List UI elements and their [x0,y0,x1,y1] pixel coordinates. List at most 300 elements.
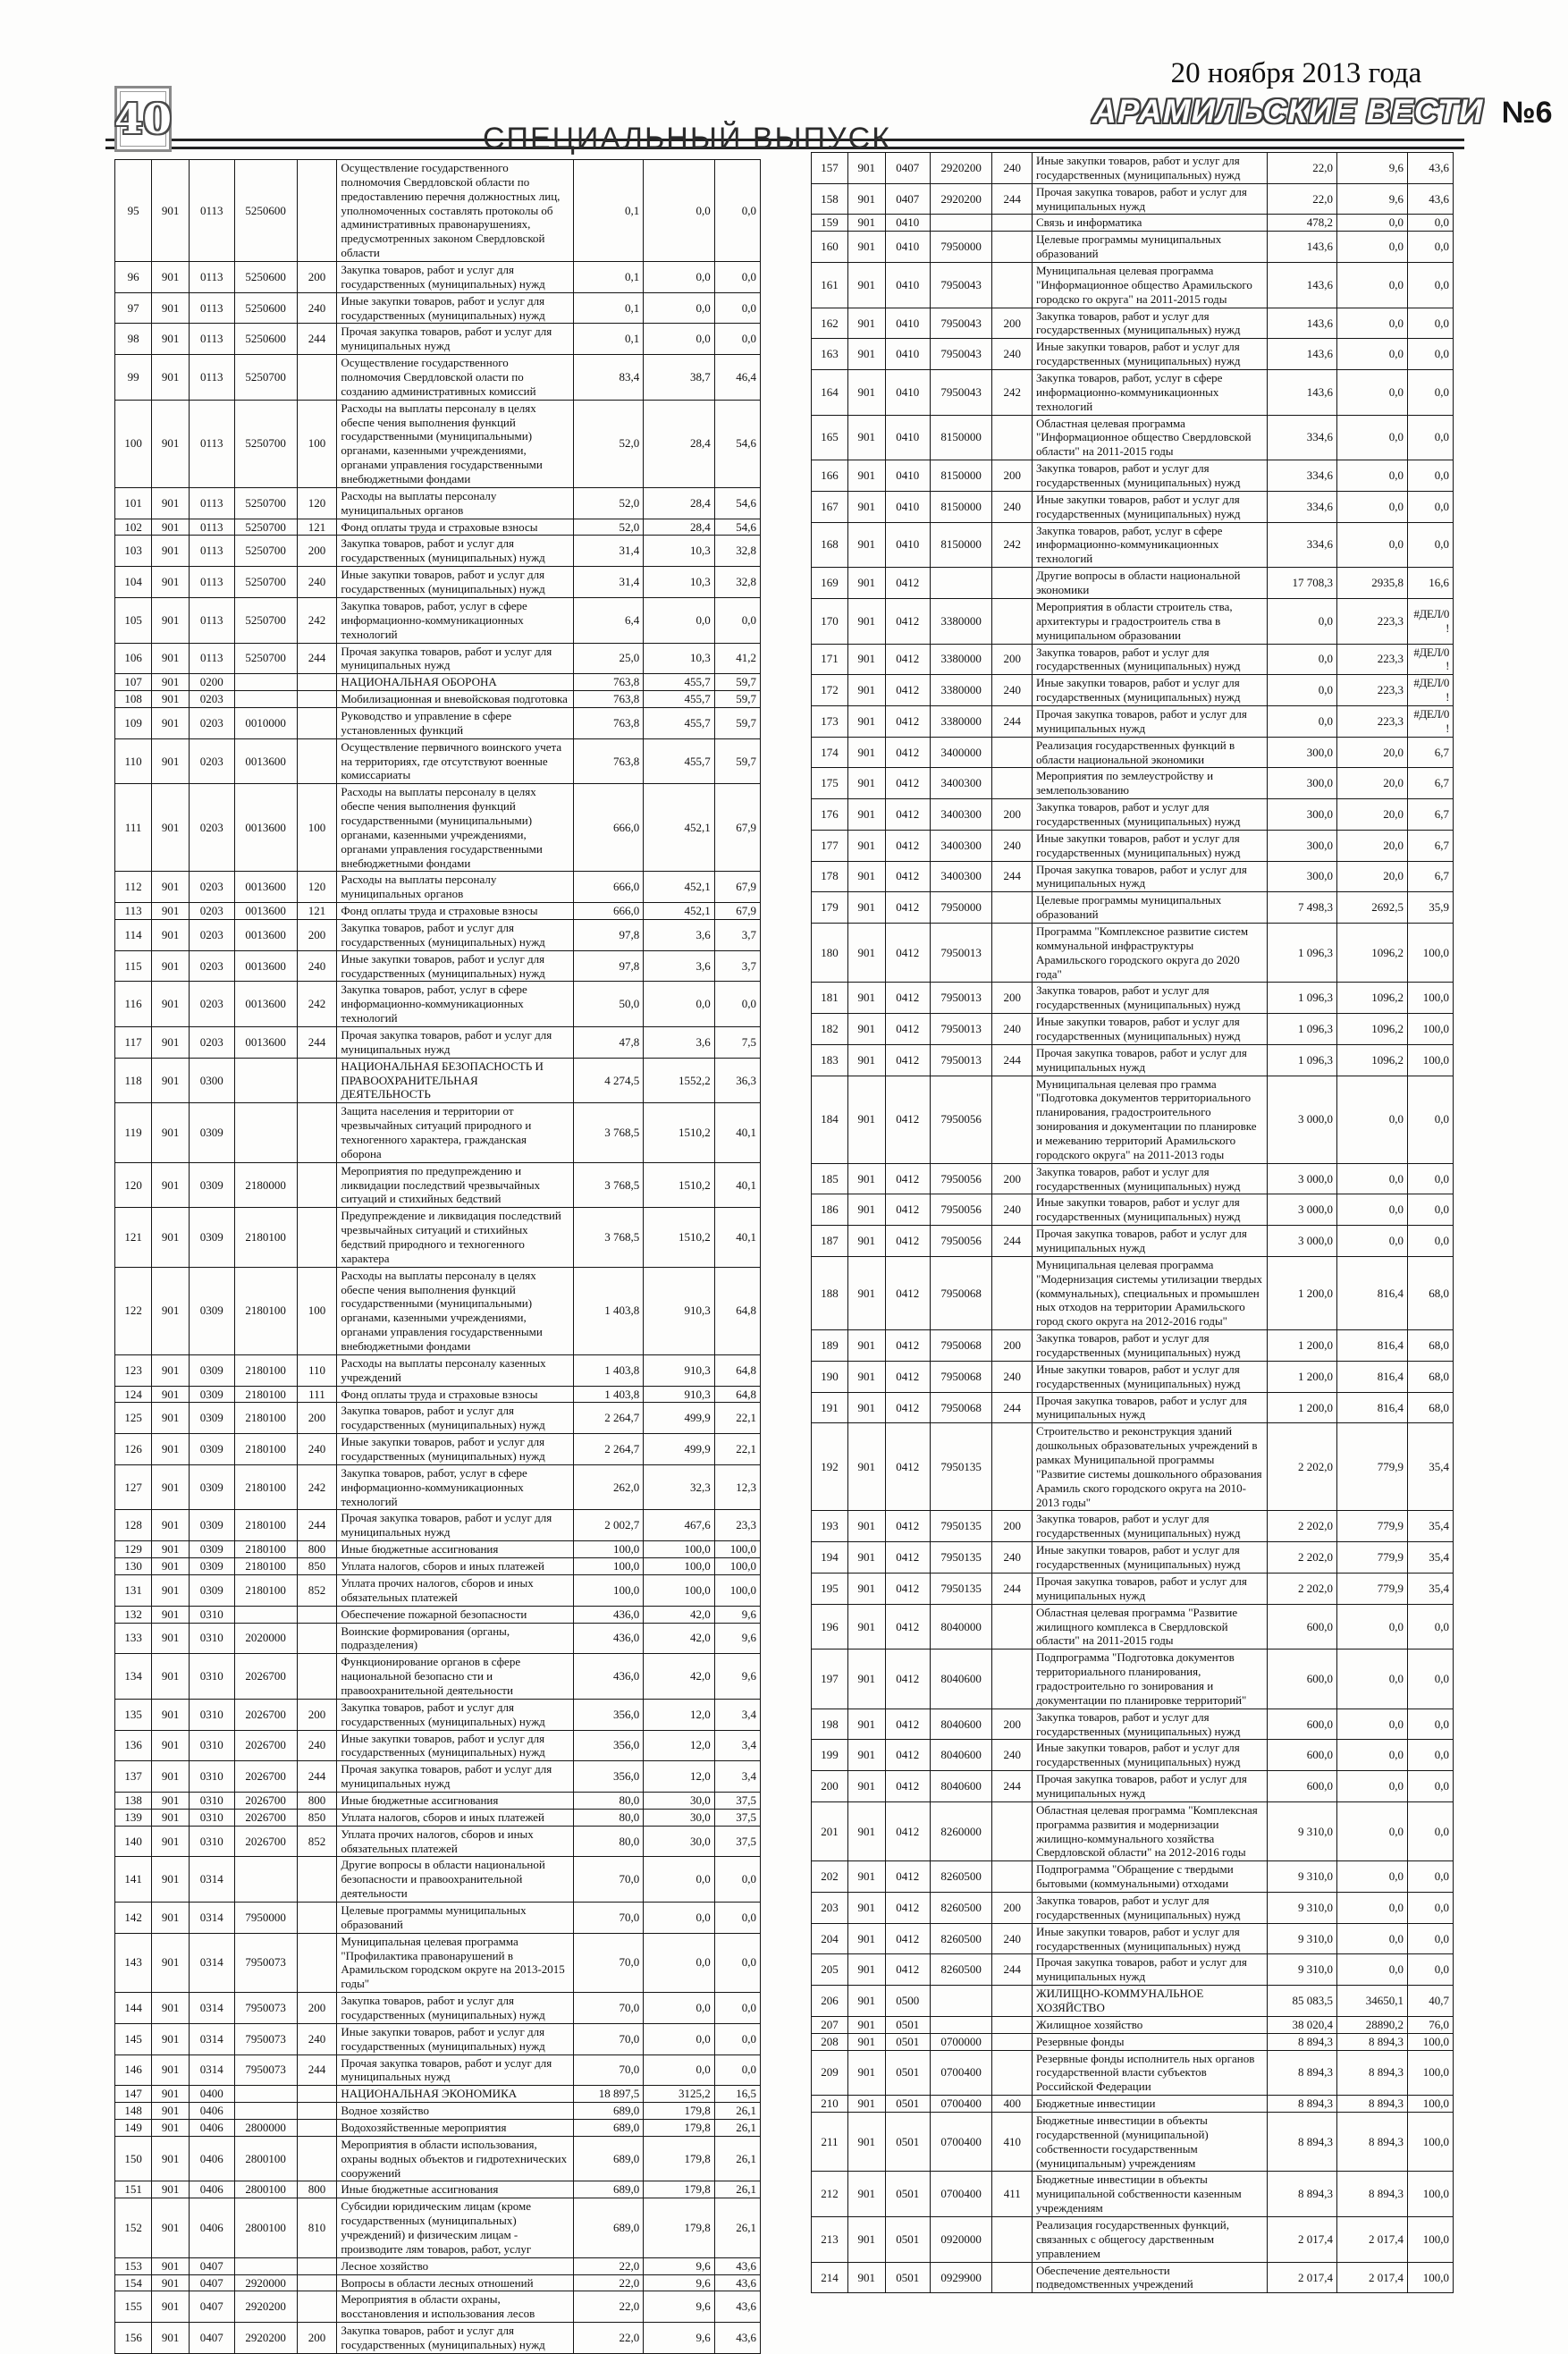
section-code-cell: 0203 [190,872,235,903]
grbs-code-cell: 901 [152,1162,190,1208]
grbs-code-cell: 901 [847,460,885,492]
executed-amount-cell: 8 894,3 [1337,2172,1408,2217]
expense-type-cell: 244 [297,1761,337,1793]
expense-type-cell: 244 [992,183,1033,215]
percent-executed-cell: 0,0 [1407,1801,1453,1860]
executed-amount-cell: 28890,2 [1337,2016,1408,2033]
grbs-code-cell: 901 [847,415,885,460]
target-article-cell: 2026700 [234,1699,297,1730]
expense-name-cell: Закупка товаров, работ и услуг для государственных (муниципальных) нужд [1032,983,1268,1014]
target-article-cell: 0013600 [234,784,297,872]
approved-amount-cell: 3 768,5 [574,1208,644,1267]
percent-executed-cell: 7,5 [714,1026,760,1058]
row-number-cell: 204 [812,1923,848,1954]
table-row [115,160,761,262]
target-article-cell [930,2016,992,2033]
row-number-cell: 197 [812,1649,848,1709]
row-number-cell: 100 [115,400,152,487]
expense-name-cell: Вопросы в области лесных отношений [337,2274,574,2291]
row-number-cell: 199 [812,1740,848,1771]
approved-amount-cell: 262,0 [574,1464,644,1510]
percent-executed-cell: 12,3 [714,1464,760,1510]
grbs-code-cell: 901 [152,1857,190,1903]
grbs-code-cell: 901 [152,2054,190,2086]
target-article-cell: 2026700 [234,1809,297,1826]
approved-amount-cell: 4 274,5 [574,1058,644,1103]
section-code-cell: 0309 [190,1574,235,1606]
expense-type-cell: 200 [297,919,337,950]
percent-executed-cell: 100,0 [1407,2050,1453,2096]
section-code-cell: 0412 [885,675,930,706]
row-number-cell: 213 [812,2217,848,2263]
section-code-cell: 0113 [190,567,235,598]
approved-amount-cell: 666,0 [574,784,644,872]
grbs-code-cell: 901 [847,2217,885,2263]
approved-amount-cell: 100,0 [574,1541,644,1558]
row-number-cell: 177 [812,830,848,861]
section-code-cell: 0410 [885,339,930,370]
expense-type-cell [297,1162,337,1208]
expense-type-cell: 200 [992,460,1033,492]
row-number-cell: 143 [115,1933,152,1992]
percent-executed-cell: 76,0 [1407,2016,1453,2033]
percent-executed-cell: 6,7 [1407,861,1453,892]
expense-name-cell: Закупка товаров, работ и услуг для государственных (муниципальных) нужд [337,536,574,567]
approved-amount-cell: 80,0 [574,1792,644,1809]
table-row [115,2257,761,2274]
expense-type-cell: 244 [992,1392,1033,1423]
row-number-cell: 193 [812,1511,848,1542]
expense-name-cell: Мобилизационная и вневойсковая подготовка [337,691,574,708]
section-code-cell: 0203 [190,903,235,920]
section-code-cell: 0309 [190,1267,235,1354]
expense-name-cell: Подпрограмма "Обращение с твердыми бытовыми (коммунальными) отходами [1032,1861,1268,1893]
target-article-cell: 2180100 [234,1541,297,1558]
section-code-cell: 0501 [885,2217,930,2263]
section-code-cell: 0501 [885,2033,930,2050]
grbs-code-cell: 901 [152,2291,190,2323]
approved-amount-cell: 8 894,3 [1268,2050,1337,2096]
target-article-cell: 2800000 [234,2120,297,2137]
expense-type-cell [992,598,1033,644]
target-article-cell: 3400300 [930,768,992,799]
percent-executed-cell: 0,0 [1407,1923,1453,1954]
table-row [812,1573,1454,1604]
executed-amount-cell: 0,0 [1337,1923,1408,1954]
special-issue-title: СПЕЦИАЛЬНЫЙ ВЫПУСК [483,122,892,156]
expense-type-cell [297,1103,337,1162]
section-code-cell: 0412 [885,1709,930,1740]
executed-amount-cell: 3,6 [644,919,714,950]
approved-amount-cell: 9 310,0 [1268,1892,1337,1923]
expense-name-cell: Закупка товаров, работ и услуг для государственных (муниципальных) нужд [337,1993,574,2024]
grbs-code-cell: 901 [152,784,190,872]
target-article-cell: 7950135 [930,1573,992,1604]
executed-amount-cell: 179,8 [644,2103,714,2120]
approved-amount-cell: 80,0 [574,1826,644,1857]
table-row [812,1801,1454,1860]
expense-name-cell: Закупка товаров, работ и услуг для государственных (муниципальных) нужд [1032,1163,1268,1194]
expense-name-cell: Резервные фонды исполнитель ных органов государственной власти субъектов Российской Федерации [1032,2050,1268,2096]
expense-type-cell: 240 [992,1014,1033,1045]
expense-name-cell: НАЦИОНАЛЬНАЯ ОБОРОНА [337,674,574,691]
section-code-cell: 0309 [190,1103,235,1162]
approved-amount-cell: 7 498,3 [1268,892,1337,924]
table-row [115,597,761,643]
percent-executed-cell: 59,7 [714,707,760,738]
grbs-code-cell: 901 [847,1361,885,1392]
executed-amount-cell: 0,0 [1337,1861,1408,1893]
expense-name-cell: Иные закупки товаров, работ и услуг для государственных (муниципальных) нужд [1032,339,1268,370]
executed-amount-cell: 455,7 [644,674,714,691]
expense-name-cell: Иные закупки товаров, работ и услуг для государственных (муниципальных) нужд [1032,1923,1268,1954]
expense-type-cell: 240 [992,491,1033,522]
grbs-code-cell: 901 [847,2172,885,2217]
grbs-code-cell: 901 [152,355,190,401]
target-article-cell: 0700000 [930,2033,992,2050]
table-row [812,923,1454,982]
expense-name-cell: Закупка товаров, работ, услуг в сфере информационно-коммуникационных технологий [337,1464,574,1510]
approved-amount-cell: 22,0 [574,2323,644,2354]
approved-amount-cell: 8 894,3 [1268,2033,1337,2050]
grbs-code-cell: 901 [152,1208,190,1267]
expense-name-cell: Муниципальная целевая программа "Профилактика правонарушений в Арамильском городском округе на 2013-2015 годы" [337,1933,574,1992]
expense-type-cell: 200 [992,1330,1033,1362]
table-row [115,1606,761,1623]
executed-amount-cell: 9,6 [644,2291,714,2323]
table-row [115,2198,761,2257]
target-article-cell: 0010000 [234,707,297,738]
row-number-cell: 187 [812,1226,848,1257]
expense-type-cell [992,2262,1033,2293]
executed-amount-cell: 0,0 [644,1902,714,1933]
section-code-cell: 0412 [885,737,930,768]
row-number-cell: 166 [812,460,848,492]
percent-executed-cell: 100,0 [1407,2217,1453,2263]
grbs-code-cell: 901 [152,2136,190,2181]
expense-type-cell: 111 [297,1386,337,1403]
section-code-cell: 0113 [190,643,235,674]
newspaper-logo: АРАМИЛЬСКИЕ ВЕСТИ [1092,93,1484,130]
target-article-cell: 8260500 [930,1861,992,1893]
row-number-cell: 131 [115,1574,152,1606]
target-article-cell: 0013600 [234,982,297,1027]
section-code-cell: 0407 [190,2323,235,2354]
expense-name-cell: Иные закупки товаров, работ и услуг для государственных (муниципальных) нужд [1032,1361,1268,1392]
section-code-cell: 0412 [885,892,930,924]
approved-amount-cell: 1 403,8 [574,1267,644,1354]
expense-type-cell: 200 [992,308,1033,339]
approved-amount-cell: 2 202,0 [1268,1573,1337,1604]
table-row [812,1392,1454,1423]
grbs-code-cell: 901 [152,1809,190,1826]
expense-name-cell: Мероприятия в области охраны, восстановления и использования лесов [337,2291,574,2323]
row-number-cell: 201 [812,1801,848,1860]
grbs-code-cell: 901 [847,1163,885,1194]
table-row [812,1044,1454,1076]
row-number-cell: 142 [115,1902,152,1933]
target-article-cell: 2026700 [234,1792,297,1809]
percent-executed-cell: 100,0 [1407,2113,1453,2172]
section-code-cell: 0412 [885,1014,930,1045]
percent-executed-cell: 3,4 [714,1761,760,1793]
row-number-cell: 103 [115,536,152,567]
approved-amount-cell: 17 708,3 [1268,568,1337,599]
grbs-code-cell: 901 [847,1044,885,1076]
target-article-cell: 8040600 [930,1771,992,1802]
executed-amount-cell: 455,7 [644,691,714,708]
target-article-cell: 0013600 [234,738,297,784]
row-number-cell: 128 [115,1510,152,1541]
section-code-cell: 0113 [190,597,235,643]
grbs-code-cell: 901 [152,950,190,982]
expense-name-cell: Прочая закупка товаров, работ и услуг для муниципальных нужд [1032,861,1268,892]
row-number-cell: 112 [115,872,152,903]
percent-executed-cell: 0,0 [714,160,760,262]
grbs-code-cell: 901 [847,1542,885,1574]
expense-name-cell: Уплата прочих налогов, сборов и иных обязательных платежей [337,1826,574,1857]
row-number-cell: 133 [115,1623,152,1654]
executed-amount-cell: 28,4 [644,487,714,519]
section-code-cell: 0309 [190,1162,235,1208]
target-article-cell: 8150000 [930,460,992,492]
approved-amount-cell: 52,0 [574,519,644,536]
table-row [812,1861,1454,1893]
expense-type-cell: 800 [297,1792,337,1809]
row-number-cell: 169 [812,568,848,599]
section-code-cell: 0203 [190,707,235,738]
target-article-cell: 5250600 [234,160,297,262]
executed-amount-cell: 8 894,3 [1337,2050,1408,2096]
grbs-code-cell: 901 [847,2113,885,2172]
target-article-cell: 7950073 [234,2023,297,2054]
table-row [115,1623,761,1654]
table-row [812,2262,1454,2293]
expense-type-cell: 240 [992,830,1033,861]
percent-executed-cell: 64,8 [714,1267,760,1354]
table-row [115,1809,761,1826]
section-code-cell: 0309 [190,1464,235,1510]
row-number-cell: 161 [812,263,848,308]
executed-amount-cell: 8 894,3 [1337,2113,1408,2172]
section-code-cell: 0113 [190,292,235,324]
expense-name-cell: Иные бюджетные ассигнования [337,2181,574,2198]
approved-amount-cell: 70,0 [574,1857,644,1903]
percent-executed-cell: 0,0 [714,2023,760,2054]
approved-amount-cell: 1 200,0 [1268,1392,1337,1423]
grbs-code-cell: 901 [847,1954,885,1986]
target-article-cell: 2180100 [234,1208,297,1267]
grbs-code-cell: 901 [152,1993,190,2024]
approved-amount-cell: 600,0 [1268,1649,1337,1709]
row-number-cell: 98 [115,324,152,355]
approved-amount-cell: 689,0 [574,2181,644,2198]
target-article-cell: 7950073 [234,1993,297,2024]
section-code-cell: 0113 [190,324,235,355]
section-code-cell: 0412 [885,1923,930,1954]
table-row [115,1464,761,1510]
expense-type-cell: 810 [297,2198,337,2257]
expense-name-cell: Мероприятия в области строитель ства, архитектуры и градостроитель ства в муниципальном образовании [1032,598,1268,644]
target-article-cell: 5250700 [234,519,297,536]
table-row [812,415,1454,460]
table-row [812,2050,1454,2096]
expense-name-cell: Фонд оплаты труда и страховые взносы [337,1386,574,1403]
section-code-cell: 0406 [190,2181,235,2198]
executed-amount-cell: 223,3 [1337,644,1408,675]
grbs-code-cell: 901 [152,1464,190,1510]
expense-type-cell [992,1801,1033,1860]
expense-type-cell: 240 [992,339,1033,370]
expense-type-cell [297,1623,337,1654]
grbs-code-cell: 901 [152,643,190,674]
target-article-cell: 0700400 [930,2096,992,2113]
section-code-cell: 0501 [885,2113,930,2172]
section-code-cell: 0309 [190,1403,235,1434]
grbs-code-cell: 901 [152,1386,190,1403]
grbs-code-cell: 901 [847,1256,885,1329]
grbs-code-cell: 901 [847,737,885,768]
expense-name-cell: Осуществление государственного полномочия Свердловской области по предоставлению перечня должностных лиц, уполномоченных составлять протоколы об административных правонарушениях, предусмотренных законом Свердловской области [337,160,574,262]
expense-type-cell: 120 [297,872,337,903]
approved-amount-cell: 97,8 [574,950,644,982]
table-row [812,644,1454,675]
approved-amount-cell: 600,0 [1268,1740,1337,1771]
percent-executed-cell: 37,5 [714,1826,760,1857]
percent-executed-cell: 100,0 [714,1558,760,1575]
target-article-cell: 7950056 [930,1163,992,1194]
percent-executed-cell: 0,0 [714,262,760,293]
expense-name-cell: Прочая закупка товаров, работ и услуг для муниципальных нужд [1032,1226,1268,1257]
approved-amount-cell: 3 000,0 [1268,1226,1337,1257]
expense-name-cell: Иные закупки товаров, работ и услуг для государственных (муниципальных) нужд [337,567,574,598]
grbs-code-cell: 901 [847,705,885,737]
table-row [812,1954,1454,1986]
section-code-cell: 0407 [190,2257,235,2274]
row-number-cell: 137 [115,1761,152,1793]
grbs-code-cell: 901 [847,1740,885,1771]
executed-amount-cell: 3125,2 [644,2086,714,2103]
approved-amount-cell: 689,0 [574,2103,644,2120]
section-code-cell: 0300 [190,1058,235,1103]
row-number-cell: 167 [812,491,848,522]
target-article-cell: 7950043 [930,370,992,416]
expense-name-cell: Воинские формирования (органы, подразделения) [337,1623,574,1654]
section-code-cell: 0412 [885,568,930,599]
approved-amount-cell: 3 768,5 [574,1103,644,1162]
row-number-cell: 164 [812,370,848,416]
target-article-cell: 8260500 [930,1954,992,1986]
table-row [115,1058,761,1103]
grbs-code-cell: 901 [152,1541,190,1558]
section-code-cell: 0412 [885,598,930,644]
executed-amount-cell: 32,3 [644,1464,714,1510]
grbs-code-cell: 901 [152,982,190,1027]
section-code-cell: 0310 [190,1826,235,1857]
executed-amount-cell: 20,0 [1337,861,1408,892]
grbs-code-cell: 901 [152,1606,190,1623]
row-number-cell: 182 [812,1014,848,1045]
row-number-cell: 113 [115,903,152,920]
approved-amount-cell: 2 017,4 [1268,2262,1337,2293]
percent-executed-cell: 40,7 [1407,1986,1453,2017]
approved-amount-cell: 2 264,7 [574,1403,644,1434]
budget-table-right [811,152,1454,2293]
expense-type-cell: 244 [992,1954,1033,1986]
grbs-code-cell: 901 [847,1194,885,1226]
target-article-cell: 2180100 [234,1510,297,1541]
executed-amount-cell: 0,0 [1337,1604,1408,1649]
expense-type-cell: 200 [297,536,337,567]
expense-type-cell: 244 [992,1771,1033,1802]
grbs-code-cell: 901 [847,1923,885,1954]
section-code-cell: 0309 [190,1208,235,1267]
expense-name-cell: Предупреждение и ликвидация последствий чрезвычайных ситуаций и стихийных бедствий природного и техногенного характера [337,1208,574,1267]
executed-amount-cell: 20,0 [1337,830,1408,861]
percent-executed-cell: 0,0 [714,1857,760,1903]
row-number-cell: 154 [115,2274,152,2291]
row-number-cell: 152 [115,2198,152,2257]
table-row [115,2136,761,2181]
target-article-cell: 7950000 [930,892,992,924]
table-row [115,1730,761,1761]
target-article-cell: 3380000 [930,644,992,675]
approved-amount-cell: 1 200,0 [1268,1256,1337,1329]
expense-name-cell: Прочая закупка товаров, работ и услуг для муниципальных нужд [1032,1771,1268,1802]
target-article-cell: 2180000 [234,1162,297,1208]
section-code-cell: 0406 [190,2120,235,2137]
expense-type-cell: 121 [297,903,337,920]
row-number-cell: 140 [115,1826,152,1857]
approved-amount-cell: 1 200,0 [1268,1361,1337,1392]
expense-type-cell: 240 [297,950,337,982]
expense-type-cell [992,568,1033,599]
row-number-cell: 126 [115,1434,152,1465]
table-row [812,1542,1454,1574]
expense-type-cell [992,215,1033,232]
expense-type-cell: 200 [992,1709,1033,1740]
percent-executed-cell: 9,6 [714,1654,760,1700]
section-code-cell: 0412 [885,1423,930,1511]
expense-type-cell [297,1606,337,1623]
row-number-cell: 207 [812,2016,848,2033]
percent-executed-cell: 100,0 [714,1574,760,1606]
row-number-cell: 105 [115,597,152,643]
table-row [812,1923,1454,1954]
approved-amount-cell: 143,6 [1268,339,1337,370]
target-article-cell [234,2086,297,2103]
row-number-cell: 104 [115,567,152,598]
table-row [812,1076,1454,1163]
row-number-cell: 145 [115,2023,152,2054]
section-code-cell: 0501 [885,2172,930,2217]
percent-executed-cell: 0,0 [1407,215,1453,232]
section-code-cell: 0412 [885,830,930,861]
executed-amount-cell: 9,6 [644,2274,714,2291]
approved-amount-cell: 1 403,8 [574,1386,644,1403]
section-code-cell: 0412 [885,799,930,831]
row-number-cell: 175 [812,768,848,799]
executed-amount-cell: 779,9 [1337,1423,1408,1511]
approved-amount-cell: 1 096,3 [1268,983,1337,1014]
section-code-cell: 0410 [885,460,930,492]
section-code-cell: 0203 [190,691,235,708]
expense-type-cell: 240 [992,1194,1033,1226]
target-article-cell [234,1857,297,1903]
percent-executed-cell: 64,8 [714,1386,760,1403]
expense-type-cell [297,2257,337,2274]
approved-amount-cell: 334,6 [1268,522,1337,568]
